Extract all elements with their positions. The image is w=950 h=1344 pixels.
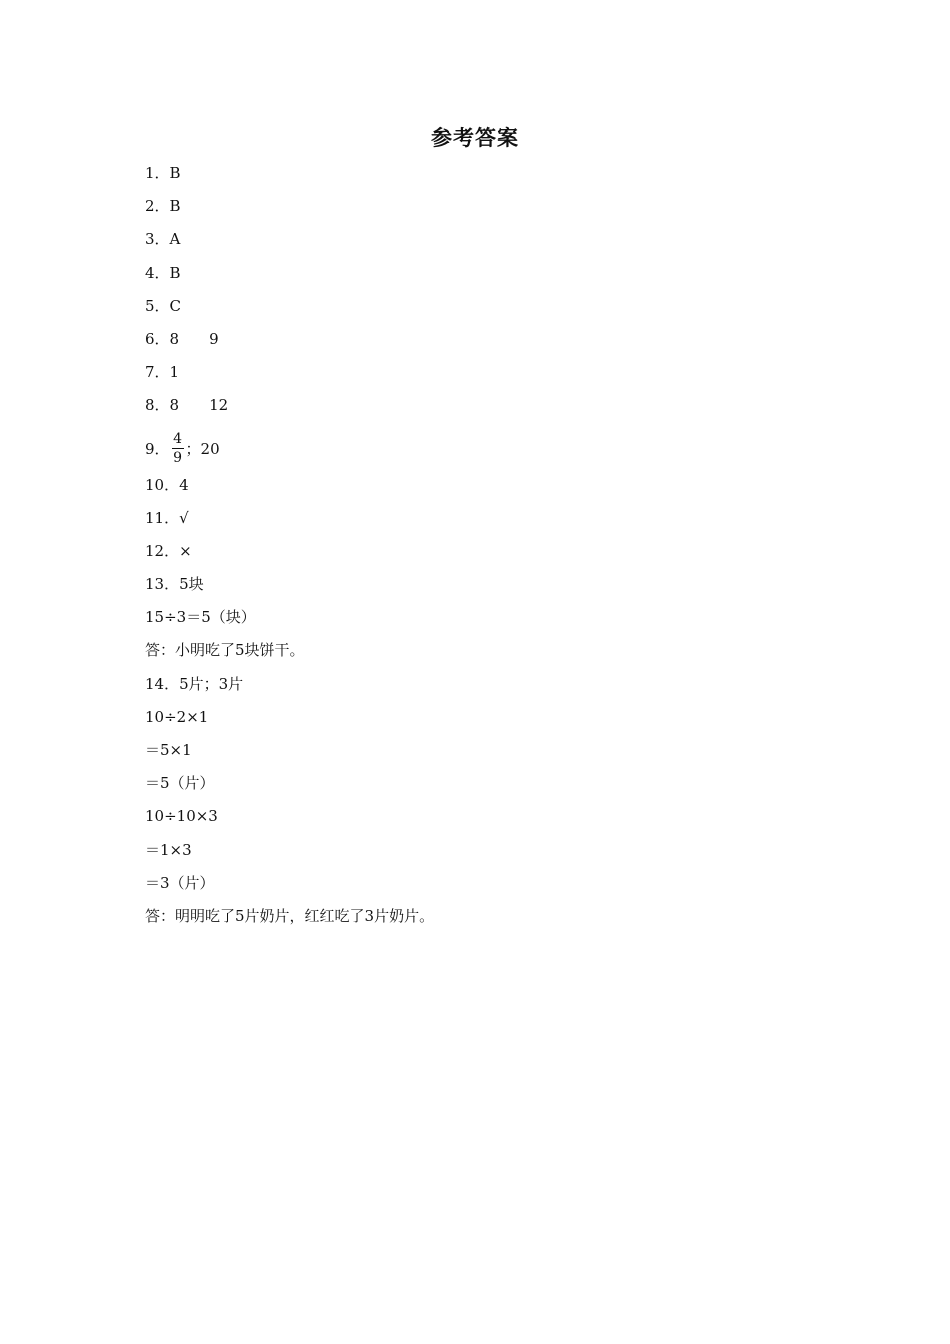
answer-value: 4 — [179, 475, 189, 494]
answer-line-12 — [145, 538, 845, 571]
answer-value: ；20 — [185, 439, 220, 458]
answer-line-4 — [145, 260, 845, 293]
answer-number: 9． — [145, 439, 170, 458]
answer-line-2 — [145, 193, 845, 226]
work-line: 15÷3＝5（块） — [145, 608, 256, 627]
answer-number: 5． — [145, 296, 170, 315]
answer-value: 1 — [169, 363, 180, 382]
answer-number: 1． — [145, 164, 170, 182]
fraction — [172, 431, 184, 466]
answer-number: 3． — [145, 230, 170, 249]
work-line: ＝5×1 — [145, 741, 192, 759]
answer-line-11 — [145, 505, 845, 538]
answer-value: B — [169, 263, 181, 282]
answer-number: 11． — [145, 508, 180, 527]
work-line: ＝3（片） — [145, 873, 215, 892]
answer-line-9 — [145, 426, 845, 472]
answer-sentence: 答：明明吃了5片奶片，红红吃了3片奶片。 — [145, 906, 435, 925]
work-line: 10÷2×1 — [145, 707, 209, 726]
answer-line-7 — [145, 359, 845, 392]
answer-value: 5块 — [179, 575, 204, 594]
answer-line-10 — [145, 472, 845, 505]
work-line: 10÷10×3 — [145, 807, 218, 826]
answer-value: B — [169, 164, 181, 182]
answer-line-8 — [145, 392, 845, 425]
answer-value: B — [169, 197, 181, 216]
answer-value: A — [169, 230, 181, 249]
answer-line-3 — [145, 226, 845, 259]
answer-number: 12． — [145, 541, 180, 560]
answer-list — [145, 160, 845, 936]
answer-value-2: 12 — [209, 396, 229, 415]
fraction-denominator: 9 — [173, 450, 182, 466]
fraction-numerator: 4 — [173, 431, 182, 447]
answer-line-6 — [145, 326, 845, 359]
answer-number: 10． — [145, 475, 180, 494]
answer-value: 5片；3片 — [179, 674, 244, 693]
answer-number: 7． — [145, 363, 170, 382]
answer-value: × — [179, 541, 192, 560]
answer-number: 4． — [145, 263, 170, 282]
answer-sentence: 答：小明吃了5块饼干。 — [145, 641, 305, 660]
answer-line-14 — [145, 671, 845, 704]
answer-line-13 — [145, 571, 845, 604]
answer-number: 8． — [145, 396, 170, 415]
answer-number: 6． — [145, 329, 170, 348]
answer-value-2: 9 — [209, 329, 219, 348]
answer-line-5 — [145, 293, 845, 326]
answer-value: 8 — [169, 396, 180, 415]
answer-value: 8 — [169, 329, 180, 348]
page-title: 参考答案 — [431, 126, 519, 150]
fraction-bar — [172, 448, 184, 449]
answer-value: C — [169, 296, 182, 315]
answer-number: 14． — [145, 674, 180, 693]
answer-line-1 — [145, 160, 845, 193]
answer-value: √ — [179, 508, 189, 527]
work-line: ＝1×3 — [145, 840, 192, 859]
answer-number: 13． — [145, 575, 180, 594]
work-line: ＝5（片） — [145, 774, 215, 793]
answer-number: 2． — [145, 197, 170, 216]
